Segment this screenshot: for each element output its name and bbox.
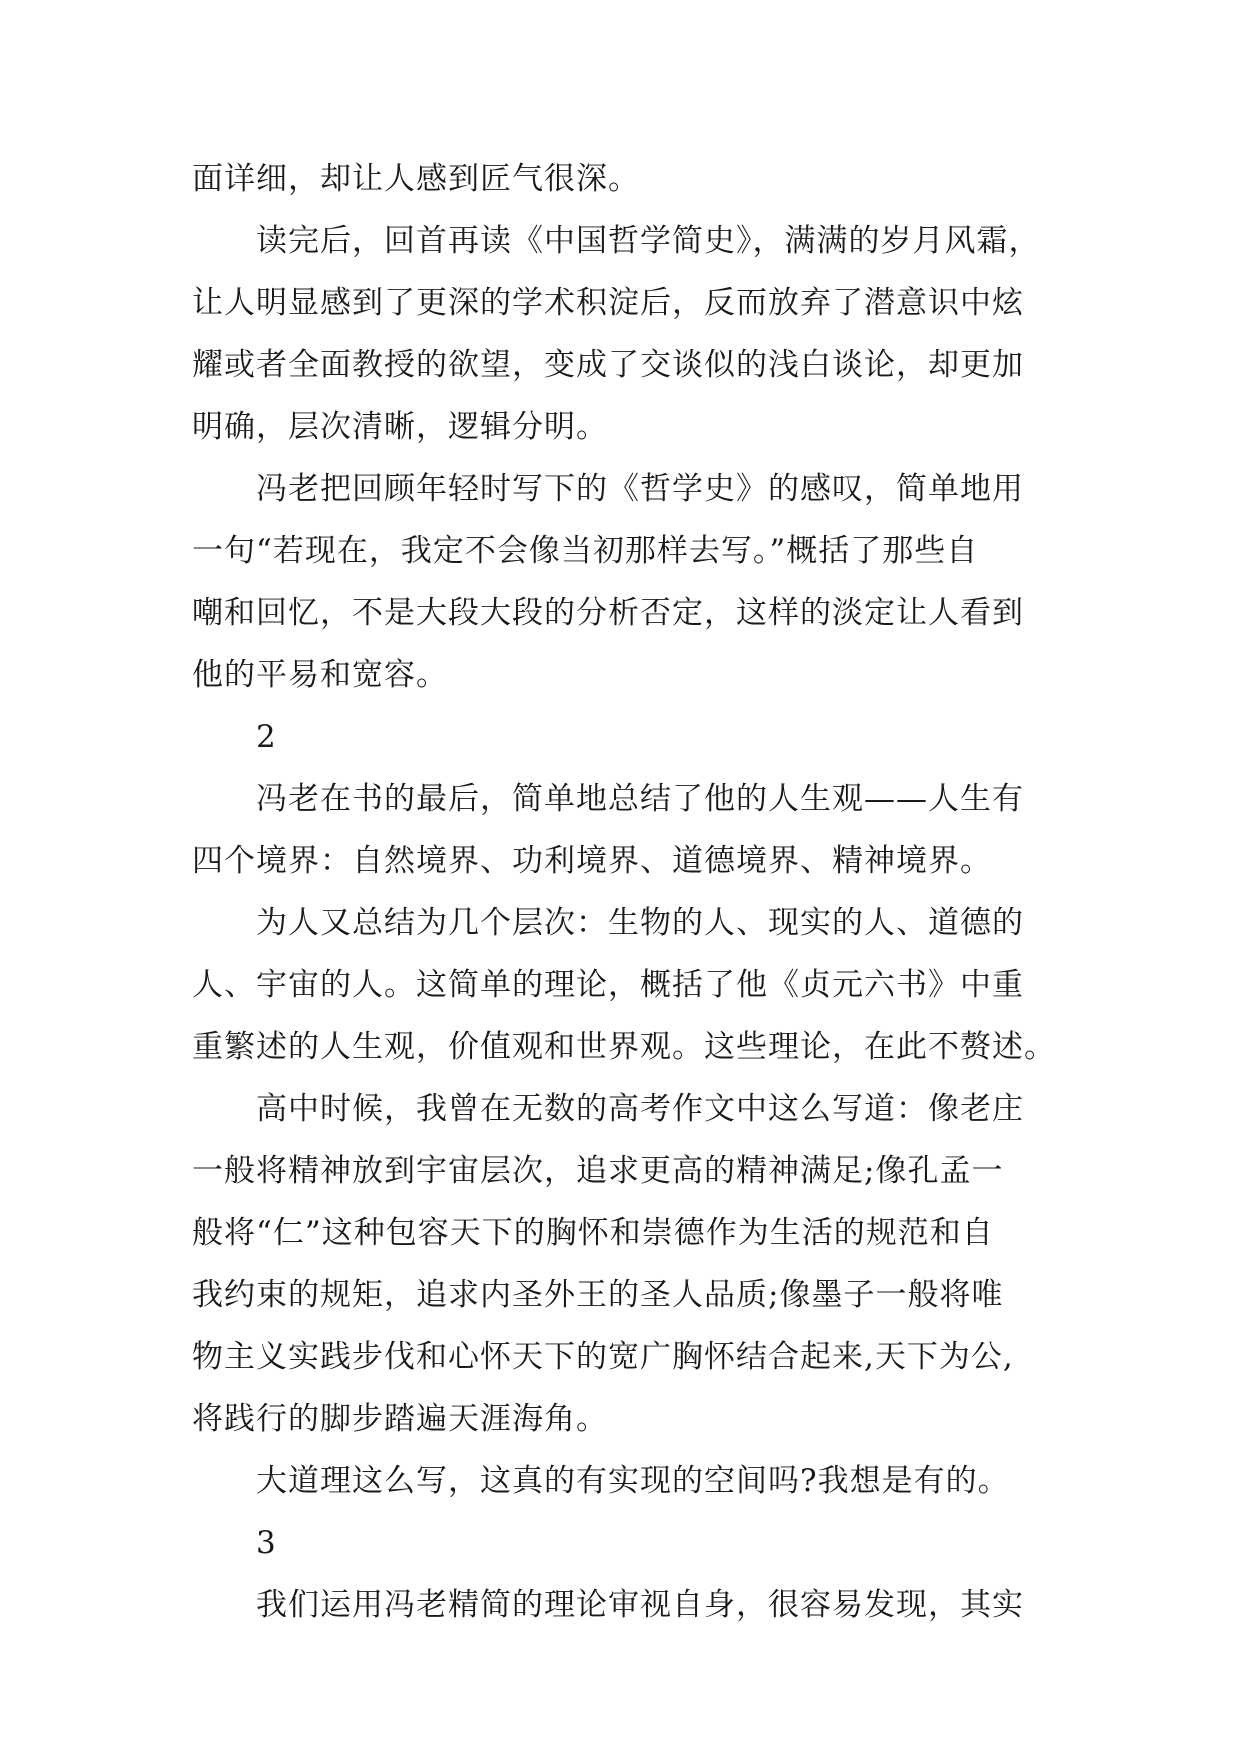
text-line: 我约束的规矩，追求内圣外王的圣人品质;像墨子一般将唯 <box>192 1277 1004 1313</box>
text-line: 一般将精神放到宇宙层次，追求更高的精神满足;像孔孟一 <box>192 1153 1004 1189</box>
text-line: 冯老把回顾年轻时写下的《哲学史》的感叹，简单地用 <box>256 471 1024 507</box>
text-line: 明确，层次清晰，逻辑分明。 <box>192 409 608 445</box>
text-line: 大道理这么写，这真的有实现的空间吗?我想是有的。 <box>256 1463 1010 1499</box>
text-line: 让人明显感到了更深的学术积淀后，反而放弃了潜意识中炫 <box>192 285 1024 321</box>
text-line: 将践行的脚步踏遍天涯海角。 <box>192 1401 608 1437</box>
text-line: 物主义实践步伐和心怀天下的宽广胸怀结合起来,天下为公, <box>192 1339 1014 1375</box>
text-line: 嘲和回忆，不是大段大段的分析否定，这样的淡定让人看到 <box>192 595 1024 631</box>
section-number: 3 <box>256 1525 277 1561</box>
text-line: 面详细，却让人感到匠气很深。 <box>192 161 640 197</box>
text-line: 我们运用冯老精简的理论审视自身，很容易发现，其实 <box>256 1587 1024 1623</box>
text-line: 他的平易和宽容。 <box>192 657 448 693</box>
text-line: 耀或者全面教授的欲望，变成了交谈似的浅白谈论，却更加 <box>192 347 1024 383</box>
document-page <box>192 148 1072 1636</box>
text-line: 人、宇宙的人。这简单的理论，概括了他《贞元六书》中重 <box>192 967 1024 1003</box>
text-line: 重繁述的人生观，价值观和世界观。这些理论，在此不赘述。 <box>192 1029 1056 1065</box>
text-line: 高中时候，我曾在无数的高考作文中这么写道：像老庄 <box>256 1091 1024 1127</box>
text-line: 冯老在书的最后，简单地总结了他的人生观——人生有 <box>256 781 1024 817</box>
text-line: 般将“仁”这种包容天下的胸怀和崇德作为生活的规范和自 <box>192 1215 994 1251</box>
text-line: 读完后，回首再读《中国哲学简史》，满满的岁月风霜， <box>256 223 1041 259</box>
text-line: 为人又总结为几个层次：生物的人、现实的人、道德的 <box>256 905 1024 941</box>
text-line: 四个境界：自然境界、功利境界、道德境界、精神境界。 <box>192 843 992 879</box>
section-number: 2 <box>256 719 277 755</box>
text-line: 一句“若现在，我定不会像当初那样去写。”概括了那些自 <box>192 533 979 569</box>
